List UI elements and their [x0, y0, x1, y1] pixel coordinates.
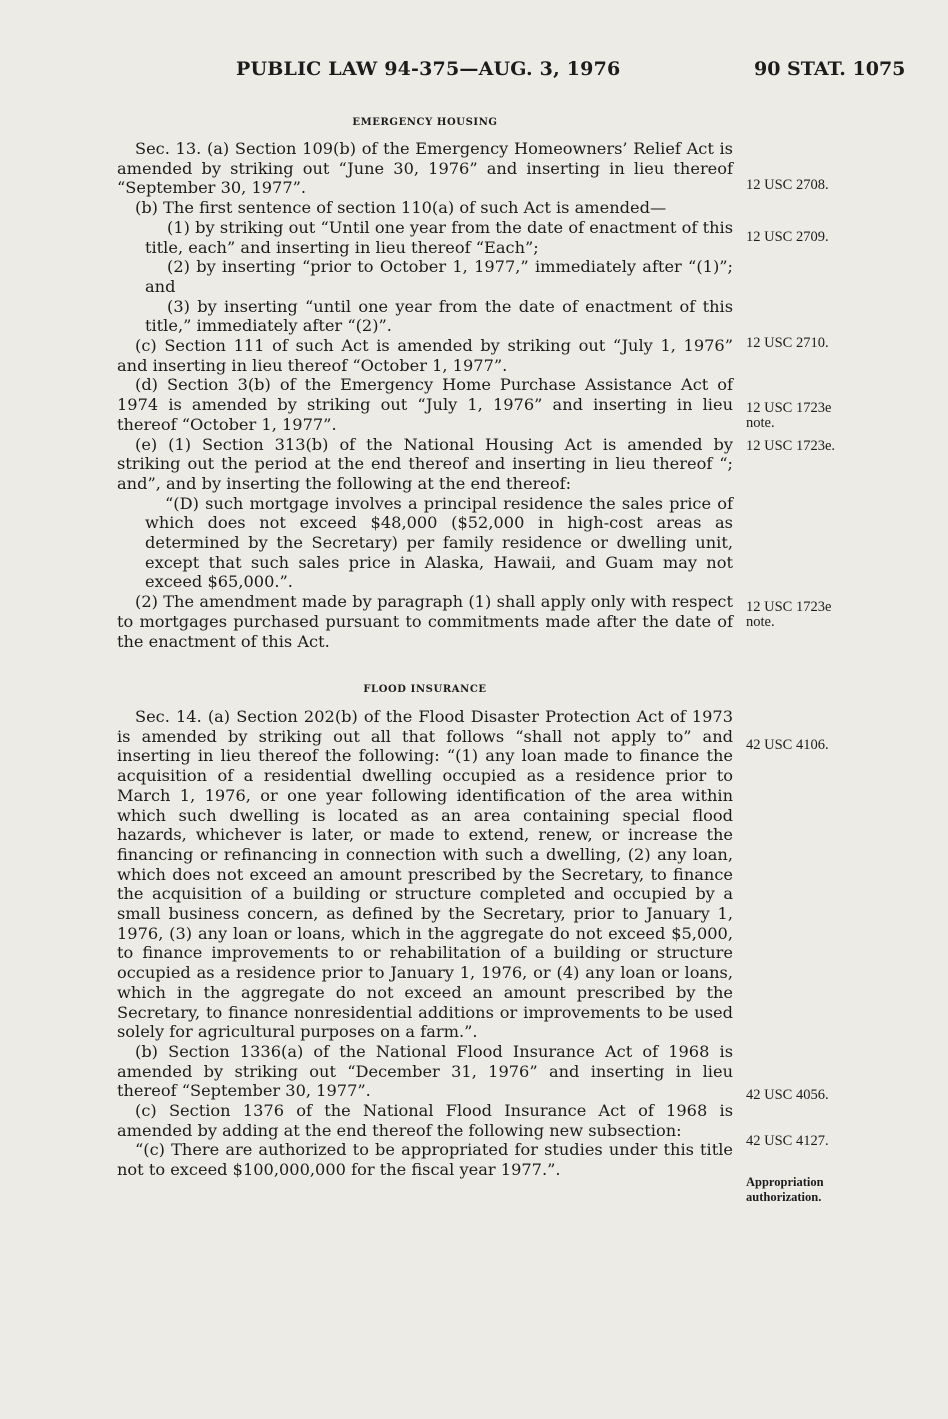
- quoted-paragraph: “(c) There are authorized to be appropriated for studies under this title not to exceed $100,000,000 for the fiscal year 1977.”.: [117, 1140, 733, 1180]
- margin-note-usc: 12 USC 1723e.: [746, 438, 836, 454]
- quoted-paragraph: “(D) such mortgage involves a principal residence the sales price of which does not exceed $48,000 ($52,000 in high-cost areas as determined by the Secretary) per family residence or dwelling unit, except that such sales price in Alaska, Hawaii, and Guam may not exceed $65,000.”.: [145, 493, 733, 592]
- margin-note-usc: 42 USC 4056.: [746, 1087, 829, 1103]
- margin-note-usc: 12 USC 2708.: [746, 177, 829, 193]
- section-heading-emergency-housing: EMERGENCY HOUSING: [352, 117, 498, 128]
- paragraph: (c) Section 111 of such Act is amended by striking out “July 1, 1976” and inserting in lieu thereof “October 1, 1977”.: [117, 336, 733, 375]
- paragraph: (c) Section 1376 of the National Flood Insurance Act of 1968 is amended by adding at the end thereof the following new subsection:: [117, 1101, 733, 1140]
- page-title: PUBLIC LAW 94-375—AUG. 3, 1976: [236, 58, 621, 80]
- margin-note-usc: 12 USC 1723e note.: [746, 400, 832, 431]
- emergency-housing-body: [117, 139, 733, 651]
- flood-insurance-body: [117, 707, 733, 1180]
- page-header: [0, 58, 948, 88]
- paragraph: Sec. 13. (a) Section 109(b) of the Emergency Homeowners’ Relief Act is amended by striking out “June 30, 1976” and inserting in lieu thereof “September 30, 1977”.: [117, 139, 733, 198]
- paragraph: (1) by striking out “Until one year from the date of enactment of this title, each” and inserting in lieu thereof “Each”;: [145, 217, 733, 257]
- margin-note-usc: 12 USC 1723e note.: [746, 599, 832, 630]
- paragraph: (b) The first sentence of section 110(a) of such Act is amended—: [135, 198, 667, 218]
- statute-citation: 90 STAT. 1075: [754, 58, 906, 80]
- paragraph: (2) The amendment made by paragraph (1) shall apply only with respect to mortgages purchased pursuant to commitments made after the date of the enactment of this Act.: [117, 592, 733, 651]
- paragraph: Sec. 14. (a) Section 202(b) of the Flood Disaster Protection Act of 1973 is amended by striking out all that follows “shall not apply to” and inserting in lieu thereof the following: “(1) any loan made to finance the acquisition of a residential dwelling occupied as a residence prior to March 1, 1976, or one year following identification of the area within which such dwelling is located as an area containing special flood hazards, whichever is later, or made to extend, renew, or increase the financing or refinancing in connection with such a dwelling, (2) any loan, which does not exceed an amount prescribed by the Secretary, to finance the acquisition of a building or structure completed and occupied by a small business concern, as defined by the Secretary, prior to January 1, 1976, (3) any loan or loans, which in the aggregate do not exceed $5,000, to finance improvements to or rehabilitation of a building or structure occupied as a residence prior to January 1, 1976, or (4) any loan or loans, which in the aggregate do not exceed an amount prescribed by the Secretary, to finance nonresidential additions or improvements to be used solely for agricultural purposes on a farm.”.: [117, 707, 733, 1042]
- paragraph: (3) by inserting “until one year from the date of enactment of this title,” immediately after “(2)”.: [145, 296, 733, 336]
- margin-note-usc: 42 USC 4127.: [746, 1133, 829, 1149]
- paragraph: (2) by inserting “prior to October 1, 1977,” immediately after “(1)”; and: [145, 257, 733, 296]
- margin-note-usc: 42 USC 4106.: [746, 737, 829, 753]
- paragraph: (b) Section 1336(a) of the National Flood Insurance Act of 1968 is amended by striking out “December 31, 1976” and inserting in lieu thereof “September 30, 1977”.: [117, 1041, 733, 1101]
- margin-note-appropriation: Appropriation authorization.: [746, 1175, 824, 1204]
- paragraph: (e) (1) Section 313(b) of the National Housing Act is amended by striking out the period at the end thereof and inserting in lieu thereof “; and”, and by inserting the following at the end thereof:: [117, 434, 733, 493]
- margin-note-usc: 12 USC 2710.: [746, 335, 829, 351]
- margin-note-usc: 12 USC 2709.: [746, 229, 829, 245]
- section-heading-flood-insurance: FLOOD INSURANCE: [363, 684, 487, 695]
- paragraph: (d) Section 3(b) of the Emergency Home Purchase Assistance Act of 1974 is amended by striking out “July 1, 1976” and inserting in lieu thereof “October 1, 1977”.: [117, 375, 733, 434]
